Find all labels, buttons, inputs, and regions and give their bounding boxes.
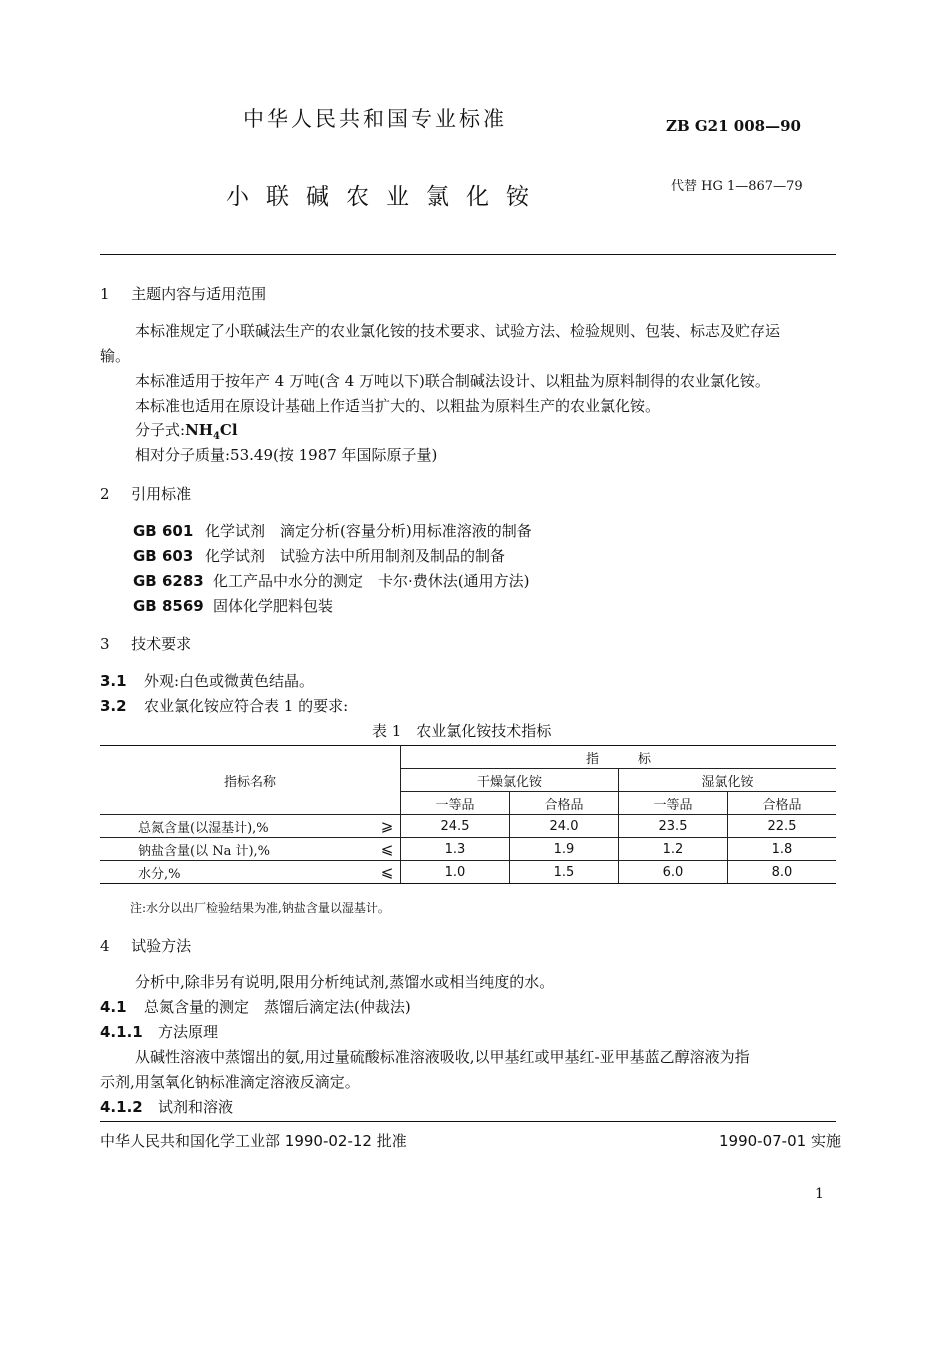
table-cell: 8.0 [728, 861, 837, 884]
s1-molar-mass: 相对分子质量:53.49(按 1987 年国际原子量) [135, 446, 438, 464]
formula-cl: Cl [219, 421, 238, 439]
indicator-group-header: 指 标 [401, 746, 837, 769]
section-2-heading [100, 483, 191, 504]
ref-code: GB 601 [133, 522, 194, 540]
formula-label: 分子式: [135, 421, 186, 439]
table-cell: 23.5 [619, 815, 728, 838]
table-cell: 1.2 [619, 838, 728, 861]
ref-code: GB 6283 [133, 572, 204, 590]
clause-number: 4.1 [100, 998, 127, 1016]
spec-table [100, 745, 836, 884]
table-row [100, 838, 836, 861]
ref-item [133, 520, 532, 541]
table-cell: 1.8 [728, 838, 837, 861]
clause-4-1-2 [100, 1096, 233, 1117]
section-1-title: 主题内容与适用范围 [131, 285, 267, 303]
ref-text: 化学试剂 滴定分析(容量分析)用标准溶液的制备 [205, 522, 532, 540]
clause-text: 方法原理 [158, 1023, 219, 1041]
table-cell: 24.0 [510, 815, 619, 838]
table-cell: 1.0 [401, 861, 510, 884]
s1-para-1a: 本标准规定了小联碱法生产的农业氯化铵的技术要求、试验方法、检验规则、包装、标志及贮存运 [135, 322, 781, 340]
effective-date: 1990-07-01 实施 [719, 1132, 841, 1150]
wet-ammonium-header: 湿氯化铵 [619, 769, 837, 792]
col-name-header: 指标名称 [100, 746, 401, 815]
header-divider [100, 254, 836, 255]
clause-number: 4.1.2 [100, 1098, 143, 1116]
table-cell: 1.9 [510, 838, 619, 861]
section-1-heading [100, 283, 266, 304]
s1-formula [135, 419, 238, 442]
table-header-row [100, 746, 836, 769]
section-4-title: 试验方法 [131, 937, 192, 955]
clause-text: 农业氯化铵应符合表 1 的要求: [144, 697, 349, 715]
ref-item [133, 545, 505, 566]
clause-4-1 [100, 996, 411, 1017]
formula-subscript: 4 [212, 431, 220, 442]
section-2-number: 2 [100, 485, 110, 503]
clause-3-2 [100, 695, 348, 716]
clause-text: 总氮含量的测定 蒸馏后滴定法(仲裁法) [144, 998, 411, 1016]
table-row [100, 815, 836, 838]
s4-intro: 分析中,除非另有说明,限用分析纯试剂,蒸馏水或相当纯度的水。 [135, 973, 555, 991]
section-4-heading [100, 935, 191, 956]
row-name: 总氮含量(以湿基计),% [100, 815, 374, 838]
section-1-number: 1 [100, 285, 110, 303]
clause-number: 4.1.1 [100, 1023, 143, 1041]
page-number: 1 [815, 1186, 824, 1202]
s4-para-b: 示剂,用氢氧化钠标准滴定溶液反滴定。 [100, 1073, 360, 1091]
ref-text: 固体化学肥料包装 [213, 597, 334, 615]
grade-header: 一等品 [401, 792, 510, 815]
ref-item [133, 570, 529, 591]
document-title: 小联碱农业氯化铵 [226, 184, 546, 210]
issuing-body: 中华人民共和国专业标准 [243, 107, 507, 131]
s1-para-1b: 输。 [100, 347, 131, 365]
table-cell: 24.5 [401, 815, 510, 838]
clause-3-1 [100, 670, 314, 691]
comparison-symbol: ⩾ [374, 815, 401, 838]
ref-text: 化工产品中水分的测定 卡尔·费休法(通用方法) [213, 572, 530, 590]
section-3-heading [100, 633, 191, 654]
table-cell: 22.5 [728, 815, 837, 838]
footer-divider [100, 1121, 836, 1122]
table-cell: 6.0 [619, 861, 728, 884]
approval-line: 中华人民共和国化学工业部 1990-02-12 批准 [100, 1132, 407, 1150]
section-2-title: 引用标准 [131, 485, 192, 503]
ref-text: 化学试剂 试验方法中所用制剂及制品的制备 [205, 547, 506, 565]
row-name: 水分,% [100, 861, 374, 884]
clause-text: 外观:白色或微黄色结晶。 [144, 672, 315, 690]
table-row [100, 861, 836, 884]
comparison-symbol: ⩽ [374, 838, 401, 861]
s1-para-2: 本标准适用于按年产 4 万吨(含 4 万吨以下)联合制碱法设计、以粗盐为原料制得的农业氯化铵。 [135, 372, 770, 390]
s1-para-3: 本标准也适用在原设计基础上作适当扩大的、以粗盐为原料生产的农业氯化铵。 [135, 397, 661, 415]
dry-ammonium-header: 干燥氯化铵 [401, 769, 619, 792]
clause-text: 试剂和溶液 [158, 1098, 234, 1116]
grade-header: 一等品 [619, 792, 728, 815]
section-3-number: 3 [100, 635, 110, 653]
ref-code: GB 603 [133, 547, 194, 565]
ref-code: GB 8569 [133, 597, 204, 615]
table-note: 注:水分以出厂检验结果为准,钠盐含量以湿基计。 [130, 901, 390, 915]
grade-header: 合格品 [728, 792, 837, 815]
table-cell: 1.3 [401, 838, 510, 861]
formula-nh: NH [185, 421, 213, 439]
table-caption: 表 1 农业氯化铵技术指标 [372, 722, 552, 740]
section-3-title: 技术要求 [131, 635, 192, 653]
s4-para-a: 从碱性溶液中蒸馏出的氨,用过量硫酸标准溶液吸收,以甲基红或甲基红-亚甲基蓝乙醇溶液为指 [135, 1048, 750, 1066]
table-cell: 1.5 [510, 861, 619, 884]
ref-item [133, 595, 333, 616]
clause-number: 3.2 [100, 697, 127, 715]
section-4-number: 4 [100, 937, 110, 955]
grade-header: 合格品 [510, 792, 619, 815]
row-name: 钠盐含量(以 Na 计),% [100, 838, 374, 861]
comparison-symbol: ⩽ [374, 861, 401, 884]
clause-4-1-1 [100, 1021, 218, 1042]
replaces-standard: 代替 HG 1—867—79 [671, 179, 803, 194]
clause-number: 3.1 [100, 672, 127, 690]
standard-code: ZB G21 008—90 [666, 117, 801, 135]
